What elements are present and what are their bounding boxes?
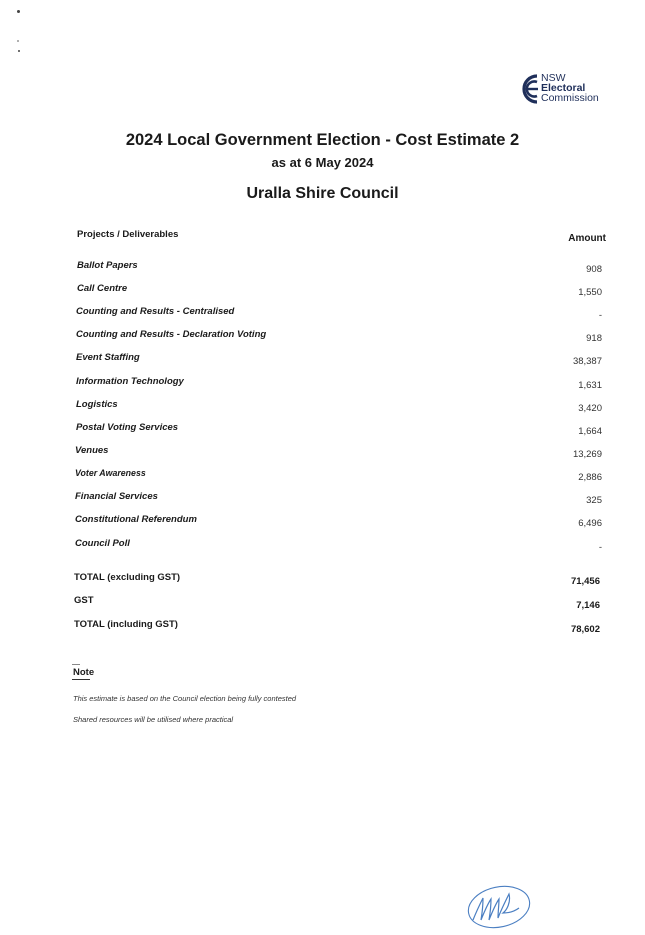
scan-speck [18, 50, 20, 52]
column-header-amount: Amount [568, 233, 606, 244]
table-row [0, 399, 645, 419]
total-label: GST [74, 595, 94, 606]
row-amount: 2,886 [578, 472, 602, 483]
row-amount: 6,496 [578, 518, 602, 529]
logo-line: Commission [541, 92, 599, 104]
scan-speck [17, 40, 19, 42]
table-row [0, 329, 645, 349]
row-label: Information Technology [76, 376, 184, 387]
row-label: Voter Awareness [75, 468, 146, 478]
scan-mark [72, 664, 80, 665]
logo-line: NSW [541, 72, 566, 84]
table-row [0, 468, 645, 488]
document-subtitle: as at 6 May 2024 [271, 155, 374, 170]
logo-mark-icon [522, 74, 542, 104]
row-label: Call Centre [77, 283, 128, 294]
total-label: TOTAL (including GST) [74, 619, 178, 630]
row-label: Counting and Results - Centralised [76, 306, 235, 317]
row-label: Council Poll [75, 538, 130, 549]
table-row [0, 306, 645, 326]
logo-line: Electoral [541, 82, 586, 94]
council-name: Uralla Shire Council [246, 185, 399, 202]
nsw-electoral-commission-logo [522, 74, 612, 108]
row-amount: 908 [586, 264, 602, 275]
table-row [0, 422, 645, 442]
table-row [0, 283, 645, 303]
total-label: TOTAL (excluding GST) [74, 572, 181, 583]
row-amount: 13,269 [572, 449, 602, 460]
table-row [0, 260, 645, 280]
row-label: Logistics [76, 399, 118, 410]
table-row [0, 538, 645, 558]
row-label: Counting and Results - Declaration Voting [76, 329, 267, 340]
row-label: Venues [75, 445, 109, 456]
row-label: Ballot Papers [77, 260, 138, 271]
table-row [0, 514, 645, 534]
total-amount: 78,602 [570, 624, 600, 635]
row-amount: 1,631 [578, 380, 602, 391]
row-amount: - [598, 542, 602, 553]
row-amount: 918 [586, 333, 602, 344]
row-amount: 325 [586, 495, 602, 506]
scan-speck [17, 10, 20, 13]
note-heading: Note [73, 667, 95, 678]
table-row [0, 352, 645, 372]
row-amount: 1,664 [578, 426, 602, 437]
table-row [0, 445, 645, 465]
row-amount: 38,387 [572, 356, 602, 367]
total-amount: 7,146 [576, 600, 600, 611]
row-label: Financial Services [75, 491, 158, 502]
total-row [0, 572, 645, 592]
column-header-deliverables: Projects / Deliverables [77, 229, 179, 240]
row-amount: 1,550 [578, 287, 602, 298]
total-row [0, 595, 645, 615]
row-label: Event Staffing [76, 352, 140, 363]
note-underline [72, 679, 90, 680]
document-title: 2024 Local Government Election - Cost Estimate 2 [125, 131, 520, 149]
table-row [0, 376, 645, 396]
row-amount: 3,420 [578, 403, 602, 414]
row-label: Postal Voting Services [76, 422, 179, 433]
note-line: This estimate is based on the Council election being fully contested [73, 694, 297, 703]
total-row [0, 619, 645, 639]
handwritten-initials-signature [463, 880, 535, 930]
total-amount: 71,456 [570, 576, 600, 587]
table-row [0, 491, 645, 511]
row-amount: - [598, 310, 602, 321]
note-line: Shared resources will be utilised where practical [73, 715, 234, 724]
row-label: Constitutional Referendum [75, 514, 197, 525]
